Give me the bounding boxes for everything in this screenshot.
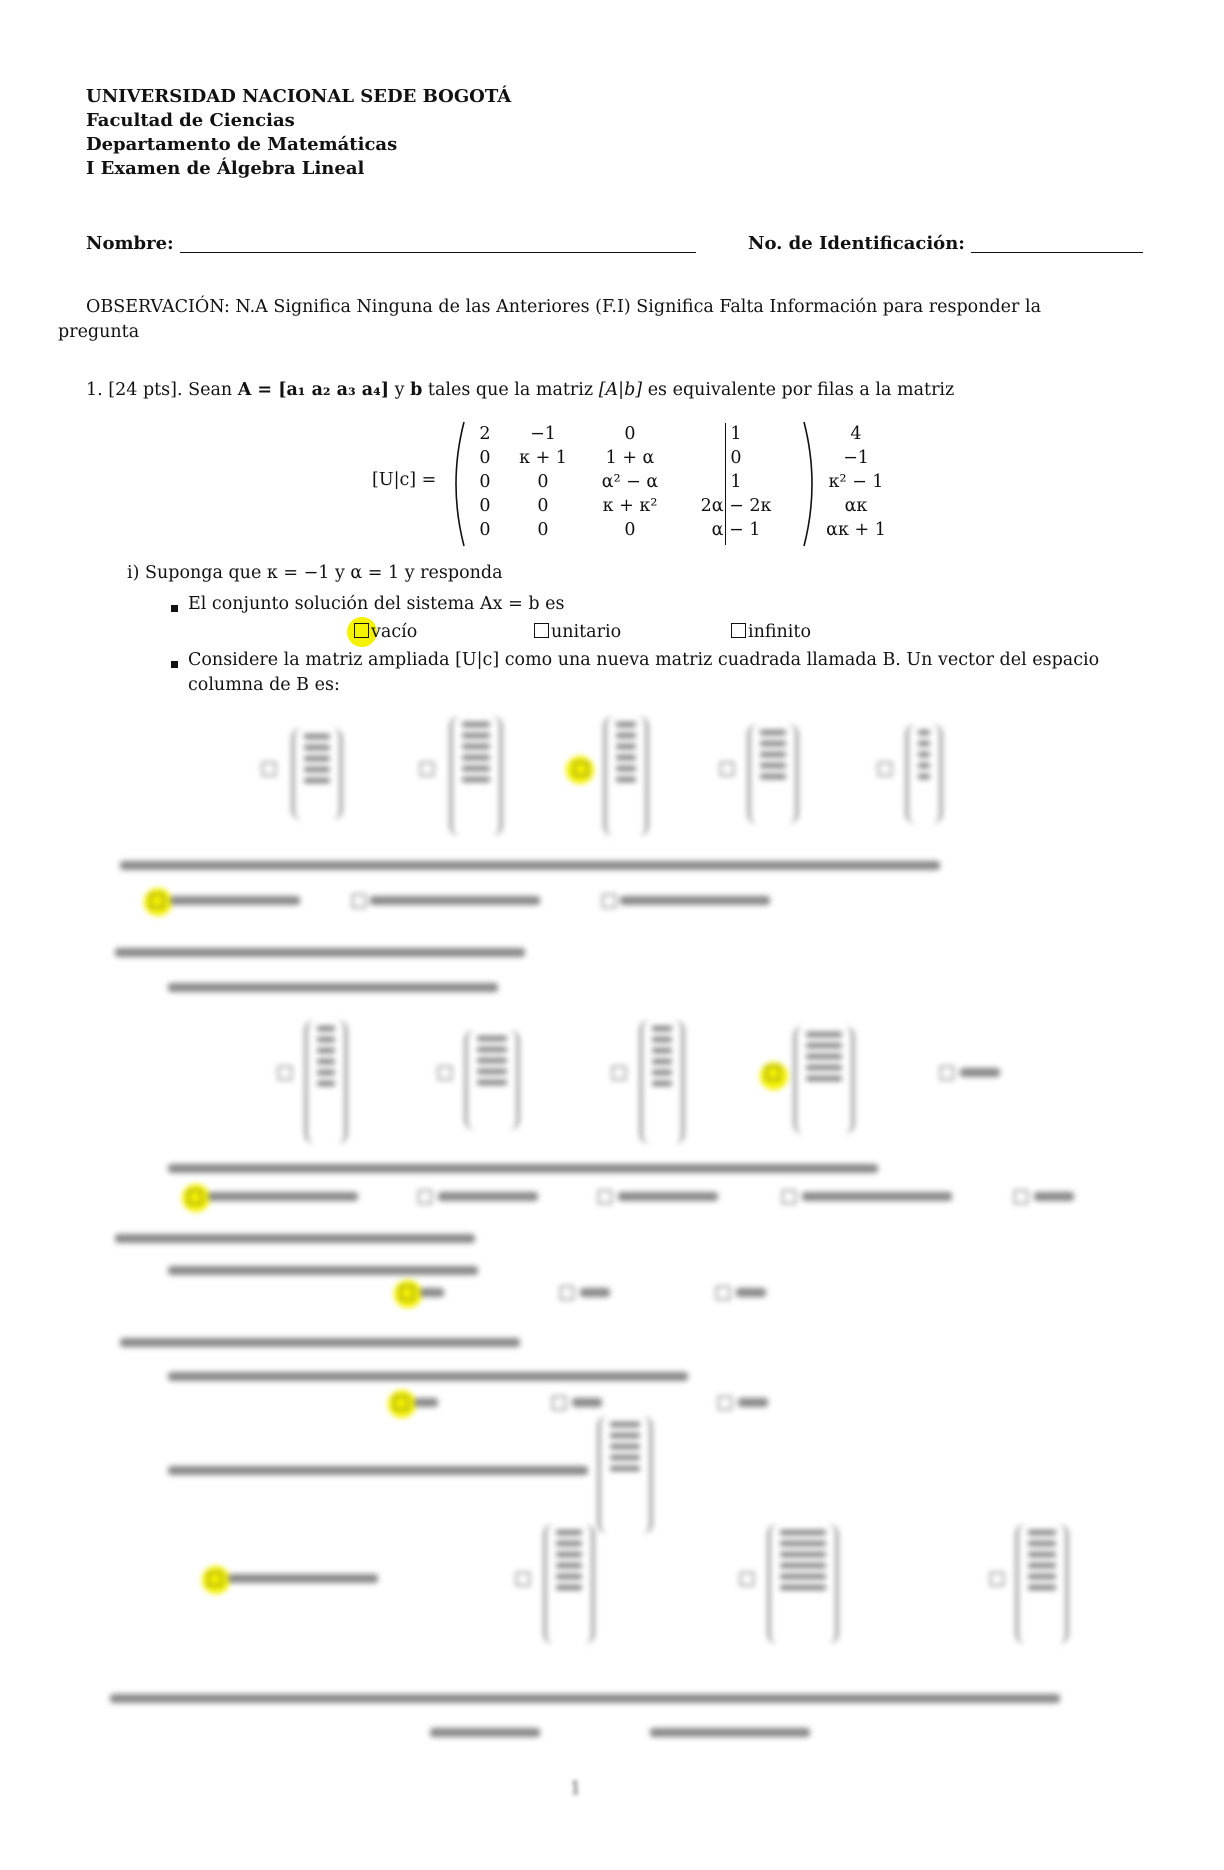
matrix-entry: 1: [730, 424, 742, 444]
option-unitario[interactable]: [534, 622, 621, 642]
blurred-content: [0, 708, 1224, 1870]
intro-text: tales que la matriz: [427, 380, 594, 400]
id-blank-line[interactable]: [971, 234, 1143, 253]
blurred-text-line: [620, 896, 770, 905]
intro-text: Sean: [188, 380, 233, 400]
checkbox[interactable]: [766, 1066, 780, 1080]
matrix-entry: 1: [730, 472, 742, 492]
checkbox[interactable]: [560, 1286, 574, 1300]
matrix-row: [462, 494, 912, 518]
checkbox[interactable]: [740, 1572, 754, 1586]
blurred-text-line: [420, 1288, 444, 1297]
blurred-text-line: [168, 1466, 588, 1475]
vector-option: [1016, 1524, 1068, 1644]
matrix-augmented-entry: −1: [843, 448, 869, 468]
vector-option: [906, 724, 942, 824]
part-label: i): [127, 563, 140, 583]
blurred-text-line: [170, 896, 300, 905]
checkbox[interactable]: [400, 1286, 414, 1300]
blurred-text-line: [168, 1372, 688, 1381]
matrix-table: [462, 422, 912, 542]
observation-note: OBSERVACIÓN: N.A Significa Ninguna de las Anteriores (F.I) Significa Falta Información para responder la pregunta: [58, 297, 1041, 342]
checkbox[interactable]: [150, 894, 164, 908]
uc-label: [U|c] =: [372, 470, 437, 490]
checkbox[interactable]: [394, 1396, 408, 1410]
checkbox[interactable]: [602, 894, 616, 908]
matrix-entry: 0: [537, 520, 549, 540]
matrix-uc: [462, 422, 912, 542]
bullet-solution-set: El conjunto solución del sistema Ax = b es: [188, 594, 565, 614]
matrix-a-definition: A = [a₁ a₂ a₃ a₄]: [237, 380, 390, 400]
id-label: No. de Identificación:: [748, 233, 965, 254]
vector-option: [450, 716, 502, 836]
vector-b: b: [410, 380, 423, 400]
part-i-statement: [127, 563, 503, 583]
checkbox[interactable]: [1014, 1190, 1028, 1204]
matrix-entry: 0: [479, 496, 491, 516]
vector-option: [292, 728, 342, 820]
checkbox[interactable]: [716, 1286, 730, 1300]
checkbox[interactable]: [278, 1066, 292, 1080]
matrix-augmented-entry: 4: [850, 424, 862, 444]
id-field[interactable]: [748, 233, 1143, 254]
part-text: Suponga que κ = −1 y α = 1 y responda: [145, 563, 503, 583]
blurred-text-line: [168, 1266, 478, 1275]
blurred-text-line: [110, 1694, 1060, 1703]
checkbox[interactable]: [878, 762, 892, 776]
matrix-entry: 0: [624, 520, 636, 540]
matrix-entry: α² − α: [601, 472, 659, 492]
checkbox[interactable]: [418, 1190, 432, 1204]
vector-option: [748, 724, 798, 824]
matrix-entry: −1: [530, 424, 556, 444]
vector-option: [305, 1020, 347, 1144]
checkbox[interactable]: [574, 762, 588, 776]
name-label: Nombre:: [86, 233, 174, 254]
blurred-text-line: [168, 983, 498, 992]
matrix-row: [462, 446, 912, 470]
checkbox[interactable]: [718, 1396, 732, 1410]
option-vacio[interactable]: [354, 622, 417, 642]
checkbox[interactable]: [188, 1190, 202, 1204]
bullet-marker: [171, 661, 178, 668]
checkbox[interactable]: [516, 1572, 530, 1586]
intro-text: y: [394, 380, 405, 400]
blurred-text-line: [115, 948, 525, 957]
option-label: unitario: [551, 622, 622, 642]
name-field[interactable]: [86, 233, 696, 254]
matrix-row: [462, 422, 912, 446]
checkbox[interactable]: [208, 1572, 222, 1586]
faculty-name: Facultad de Ciencias: [86, 110, 295, 131]
blurred-text-line: [120, 1338, 520, 1347]
blurred-text-line: [208, 1192, 358, 1201]
matrix-entry: 0: [537, 496, 549, 516]
matrix-entry: 0: [730, 448, 742, 468]
checkbox[interactable]: [354, 623, 369, 638]
checkbox[interactable]: [731, 623, 746, 638]
blurred-text-line: [120, 861, 940, 870]
matrix-entry: 2: [479, 424, 491, 444]
blurred-text-line: [438, 1192, 538, 1201]
checkbox[interactable]: [352, 894, 366, 908]
checkbox[interactable]: [782, 1190, 796, 1204]
option-infinito[interactable]: [731, 622, 811, 642]
checkbox[interactable]: [262, 762, 276, 776]
university-name: UNIVERSIDAD NACIONAL SEDE BOGOTÁ: [86, 86, 512, 107]
vector-option: [640, 1020, 684, 1144]
intro-text: es equivalente por filas a la matriz: [647, 380, 955, 400]
matrix-entry: 0: [624, 424, 636, 444]
blurred-text-line: [572, 1398, 602, 1407]
vector-option: [794, 1026, 854, 1134]
checkbox[interactable]: [990, 1572, 1004, 1586]
blurred-text-line: [414, 1398, 438, 1407]
checkbox[interactable]: [612, 1066, 626, 1080]
checkbox[interactable]: [940, 1066, 954, 1080]
augmented-ab: [A|b]: [598, 380, 643, 400]
name-blank-line[interactable]: [180, 234, 696, 253]
blurred-text-line: [430, 1728, 540, 1737]
matrix-augmented-entry: ακ + 1: [826, 520, 886, 540]
department-name: Departamento de Matemáticas: [86, 134, 398, 155]
matrix-row: [462, 518, 912, 542]
matrix-entry: 0: [479, 472, 491, 492]
vector-option: [544, 1524, 594, 1644]
question-1-statement: [86, 380, 954, 400]
question-number: 1.: [86, 380, 103, 400]
blurred-text-line: [370, 896, 540, 905]
matrix-entry: 0: [479, 448, 491, 468]
blurred-text-line: [1034, 1192, 1074, 1201]
blurred-text-line: [168, 1164, 878, 1173]
matrix-entry: κ + 1: [519, 448, 567, 468]
blurred-text-line: [738, 1398, 768, 1407]
option-label: infinito: [748, 622, 811, 642]
blurred-text-line: [650, 1728, 810, 1737]
exam-title: I Examen de Álgebra Lineal: [86, 158, 365, 179]
bullet-column-space-line2: columna de B es:: [188, 675, 340, 695]
checkbox[interactable]: [420, 762, 434, 776]
matrix-entry: 2α − 2κ: [700, 496, 772, 516]
bullet-column-space-line1: Considere la matriz ampliada [U|c] como una nueva matriz cuadrada llamada B. Un vector del espacio: [188, 650, 1100, 670]
checkbox[interactable]: [438, 1066, 452, 1080]
vector-option: [604, 716, 648, 836]
matrix-augmented-entry: κ² − 1: [828, 472, 884, 492]
blurred-text-line: [115, 1234, 475, 1243]
vector-option: [598, 1416, 652, 1534]
checkbox[interactable]: [598, 1190, 612, 1204]
exam-header: [86, 85, 511, 181]
option-label: vacío: [371, 622, 418, 642]
matrix-entry: κ + κ²: [602, 496, 658, 516]
blurred-text-line: [960, 1068, 1000, 1077]
page-number: 1: [570, 1779, 582, 1799]
blurred-text-line: [802, 1192, 952, 1201]
vector-option: [465, 1030, 519, 1130]
vector-option: [768, 1524, 838, 1644]
checkbox[interactable]: [552, 1396, 566, 1410]
blurred-text-line: [580, 1288, 610, 1297]
matrix-entry: 0: [537, 472, 549, 492]
checkbox[interactable]: [534, 623, 549, 638]
bullet-marker: [171, 605, 178, 612]
blurred-text-line: [618, 1192, 718, 1201]
matrix-entry: α − 1: [711, 520, 761, 540]
checkbox[interactable]: [720, 762, 734, 776]
matrix-augmented-entry: ακ: [844, 496, 868, 516]
blurred-text-line: [228, 1574, 378, 1583]
blurred-text-line: [736, 1288, 766, 1297]
question-points: [24 pts].: [108, 380, 183, 400]
matrix-row: [462, 470, 912, 494]
matrix-entry: 1 + α: [605, 448, 655, 468]
matrix-entry: 0: [479, 520, 491, 540]
